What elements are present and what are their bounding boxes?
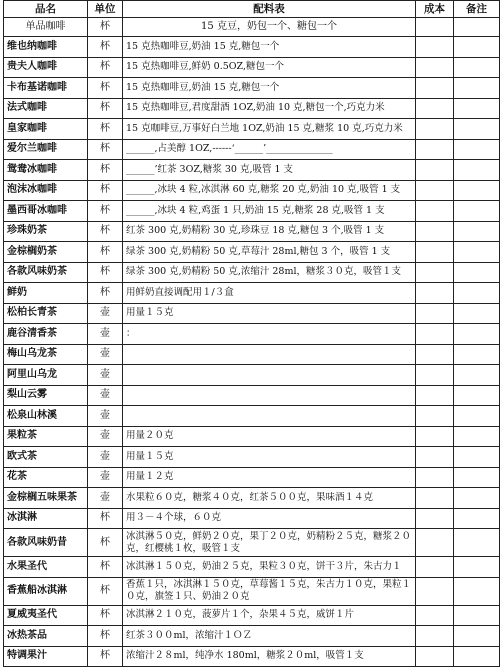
item-name: 贵夫人咖啡 [4, 57, 88, 78]
section-note [454, 18, 500, 37]
table-row [4, 78, 500, 99]
item-note [454, 303, 500, 324]
item-note [454, 577, 500, 605]
item-recipe: 用鲜奶直接调配用１/３盒 [123, 283, 416, 304]
item-recipe: 15 克咖啡豆,万事好白兰地 1OZ,奶油 15 克,糖浆 10 克,巧克力米 [123, 119, 416, 140]
item-note [454, 242, 500, 263]
item-cost [416, 262, 454, 283]
item-note [454, 37, 500, 58]
table-row [4, 37, 500, 58]
item-name: 松柏长青茶 [4, 303, 88, 324]
item-cost [416, 324, 454, 345]
item-name: 阿里山乌龙 [4, 365, 88, 386]
item-note [454, 605, 500, 626]
item-recipe: 用量１５克 [123, 447, 416, 468]
item-unit: 壶 [88, 365, 123, 386]
header-cost: 成本 [416, 1, 454, 18]
header-row [4, 1, 500, 18]
item-recipe: 用量２０克 [123, 426, 416, 447]
item-name: 香蕉船冰淇淋 [4, 577, 88, 605]
item-recipe: ______,冰块 4 粒,鸡蛋 1 只,奶油 15 克,糖浆 28 克,吸管 1 支 [123, 201, 416, 222]
item-name: 金棕榈奶茶 [4, 242, 88, 263]
item-note [454, 385, 500, 406]
item-unit: 杯 [88, 37, 123, 58]
item-note [454, 467, 500, 488]
item-unit: 杯 [88, 557, 123, 578]
item-unit: 杯 [88, 57, 123, 78]
section-cost [416, 18, 454, 37]
item-note [454, 529, 500, 557]
item-cost [416, 385, 454, 406]
item-name: 果粒茶 [4, 426, 88, 447]
item-note [454, 365, 500, 386]
item-cost [416, 426, 454, 447]
item-cost [416, 447, 454, 468]
table-row [4, 529, 500, 557]
item-unit: 杯 [88, 577, 123, 605]
item-name: 梅山乌龙茶 [4, 344, 88, 365]
table-row [4, 447, 500, 468]
item-unit: 杯 [88, 160, 123, 181]
item-cost [416, 160, 454, 181]
item-unit: 杯 [88, 646, 123, 667]
item-cost [416, 242, 454, 263]
item-recipe: 15 克热咖啡豆,奶油 15 克,糖包一个 [123, 37, 416, 58]
item-recipe [123, 365, 416, 386]
item-name: 花茶 [4, 467, 88, 488]
item-cost [416, 344, 454, 365]
table-row [4, 160, 500, 181]
item-recipe: ______,冰块 4 粒,冰淇淋 60 克,糖浆 20 克,奶油 10 克,吸管 1 支 [123, 180, 416, 201]
item-cost [416, 508, 454, 529]
item-name: 爱尔兰咖啡 [4, 139, 88, 160]
section-unit: 杯 [88, 18, 123, 37]
item-recipe: 用３－４个球，６０克 [123, 508, 416, 529]
header-note: 备注 [454, 1, 500, 18]
item-unit: 壶 [88, 426, 123, 447]
item-note [454, 646, 500, 667]
item-recipe: 浓缩汁２８ml，纯净水 180ml，糖浆２０ml，吸管１支 [123, 646, 416, 667]
header-unit: 单位 [88, 1, 123, 18]
item-cost [416, 303, 454, 324]
table-row [4, 626, 500, 647]
item-cost [416, 119, 454, 140]
item-unit: 杯 [88, 529, 123, 557]
item-note [454, 221, 500, 242]
item-unit: 壶 [88, 303, 123, 324]
table-row [4, 221, 500, 242]
item-recipe: 香蕉１只，冰淇淋１５０克，草莓酱１５克，朱古力１０克，果粒１０克，旗签１只、奶油２０克 [123, 577, 416, 605]
item-unit: 杯 [88, 283, 123, 304]
item-recipe: 绿茶 300 克,奶精粉 50 克,草莓汁 28ml,糖包 3 个，吸管 1 支 [123, 242, 416, 263]
item-cost [416, 626, 454, 647]
item-note [454, 626, 500, 647]
item-note [454, 508, 500, 529]
item-unit: 杯 [88, 626, 123, 647]
item-cost [416, 646, 454, 667]
item-name: 欧式茶 [4, 447, 88, 468]
table-row [4, 385, 500, 406]
item-note [454, 78, 500, 99]
item-unit: 杯 [88, 180, 123, 201]
item-recipe [123, 385, 416, 406]
item-recipe: 15 克热咖啡豆,鲜奶 0.5OZ,糖包一个 [123, 57, 416, 78]
item-name: 鹿谷清香茶 [4, 324, 88, 345]
item-unit: 杯 [88, 98, 123, 119]
table-row [4, 467, 500, 488]
item-unit: 杯 [88, 605, 123, 626]
item-recipe: 用量１２克 [123, 467, 416, 488]
item-recipe: ______,占美醇 1OZ,------‘______’______________ [123, 139, 416, 160]
header-recipe: 配料表 [123, 1, 416, 18]
item-recipe: 红茶 300 克,奶精粉 30 克,珍珠豆 18 克,糖包 3 个,吸管 1 支 [123, 221, 416, 242]
item-recipe: ______’红茶 3OZ,糖浆 30 克,吸管 1 支 [123, 160, 416, 181]
item-note [454, 557, 500, 578]
item-recipe: 15 克热咖啡豆,奶油 15 克,糖包一个 [123, 78, 416, 99]
item-recipe: 红茶３００ml，浓缩汁１ＯＺ [123, 626, 416, 647]
item-cost [416, 365, 454, 386]
item-cost [416, 283, 454, 304]
item-name: 水果圣代 [4, 557, 88, 578]
item-cost [416, 139, 454, 160]
item-unit: 杯 [88, 242, 123, 263]
item-cost [416, 557, 454, 578]
item-note [454, 406, 500, 427]
item-name: 皇家咖啡 [4, 119, 88, 140]
item-cost [416, 180, 454, 201]
item-note [454, 180, 500, 201]
item-name: 卡布基诺咖啡 [4, 78, 88, 99]
item-cost [416, 57, 454, 78]
table-row [4, 201, 500, 222]
item-unit: 壶 [88, 447, 123, 468]
item-name: 鲜奶 [4, 283, 88, 304]
item-cost [416, 529, 454, 557]
item-unit: 壶 [88, 488, 123, 509]
item-unit: 杯 [88, 201, 123, 222]
item-note [454, 98, 500, 119]
item-note [454, 324, 500, 345]
item-note [454, 262, 500, 283]
item-note [454, 426, 500, 447]
item-name: 梨山云雾 [4, 385, 88, 406]
table-row [4, 180, 500, 201]
table-row [4, 557, 500, 578]
item-cost [416, 467, 454, 488]
item-name: 各款风味奶昔 [4, 529, 88, 557]
item-cost [416, 488, 454, 509]
item-unit: 壶 [88, 324, 123, 345]
item-note [454, 344, 500, 365]
item-cost [416, 406, 454, 427]
item-name: 各款风味奶茶 [4, 262, 88, 283]
item-cost [416, 78, 454, 99]
table-row [4, 98, 500, 119]
table-row [4, 139, 500, 160]
item-cost [416, 605, 454, 626]
item-note [454, 488, 500, 509]
item-recipe [123, 344, 416, 365]
item-unit: 壶 [88, 467, 123, 488]
item-unit: 杯 [88, 262, 123, 283]
item-unit: 壶 [88, 406, 123, 427]
item-cost [416, 98, 454, 119]
item-recipe: 水果粒６０克，糖浆４０克，红茶５００克，果味酒１４克 [123, 488, 416, 509]
item-note [454, 139, 500, 160]
table-row [4, 262, 500, 283]
table-row [4, 57, 500, 78]
table-row [4, 283, 500, 304]
item-note [454, 201, 500, 222]
item-recipe: ： [123, 324, 416, 345]
recipe-table [3, 0, 500, 667]
table-row [4, 577, 500, 605]
item-note [454, 160, 500, 181]
table-row [4, 324, 500, 345]
table-row [4, 646, 500, 667]
item-recipe: 15 克热咖啡豆,君度甜酒 1OZ,奶油 10 克,糖包一个,巧克力米 [123, 98, 416, 119]
item-recipe: 用量１５克 [123, 303, 416, 324]
item-unit: 杯 [88, 78, 123, 99]
section-recipe: 15 克豆，奶包一个、糖包一个 [123, 18, 416, 37]
header-name: 品名 [4, 1, 88, 18]
item-unit: 杯 [88, 139, 123, 160]
item-recipe: 冰淇淋２１０克，菠萝片１个，杂果４５克，威饼１片 [123, 605, 416, 626]
item-name: 泡沫冰咖啡 [4, 180, 88, 201]
table-row [4, 605, 500, 626]
item-unit: 壶 [88, 385, 123, 406]
table-row [4, 426, 500, 447]
table-row [4, 242, 500, 263]
item-name: 鸳鸯冰咖啡 [4, 160, 88, 181]
item-name: 维也纳咖啡 [4, 37, 88, 58]
item-cost [416, 37, 454, 58]
item-unit: 杯 [88, 119, 123, 140]
item-recipe: 冰淇淋１５０克，奶油２５克，果粒３０克，饼干３片，朱古力１ [123, 557, 416, 578]
item-name: 金棕榈五味果茶 [4, 488, 88, 509]
item-unit: 杯 [88, 221, 123, 242]
item-name: 夏威夷圣代 [4, 605, 88, 626]
table-row [4, 303, 500, 324]
item-name: 墨西哥冰咖啡 [4, 201, 88, 222]
item-recipe [123, 406, 416, 427]
item-cost [416, 221, 454, 242]
table-row [4, 406, 500, 427]
table-row [4, 488, 500, 509]
table-row [4, 508, 500, 529]
item-note [454, 57, 500, 78]
item-note [454, 447, 500, 468]
item-cost [416, 201, 454, 222]
item-note [454, 119, 500, 140]
table-row [4, 119, 500, 140]
item-cost [416, 577, 454, 605]
item-name: 松泉山林溪 [4, 406, 88, 427]
item-recipe: 绿茶 300 克,奶精粉 50 克,浓缩汁 28ml，糖浆３０克，吸管１支 [123, 262, 416, 283]
item-recipe: 冰淇淋５０克，鲜奶２０克，果丁２０克，奶精粉２５克，糖浆２０克，红樱桃１枚，吸管１支 [123, 529, 416, 557]
section-name: 单品咖啡 [4, 18, 88, 37]
item-note [454, 283, 500, 304]
table-row [4, 365, 500, 386]
item-name: 冰淇淋 [4, 508, 88, 529]
table-row [4, 344, 500, 365]
item-name: 特调果汁 [4, 646, 88, 667]
item-unit: 杯 [88, 508, 123, 529]
section-row [4, 18, 500, 37]
item-name: 珍珠奶茶 [4, 221, 88, 242]
item-name: 冰热茶品 [4, 626, 88, 647]
item-unit: 壶 [88, 344, 123, 365]
item-name: 法式咖啡 [4, 98, 88, 119]
